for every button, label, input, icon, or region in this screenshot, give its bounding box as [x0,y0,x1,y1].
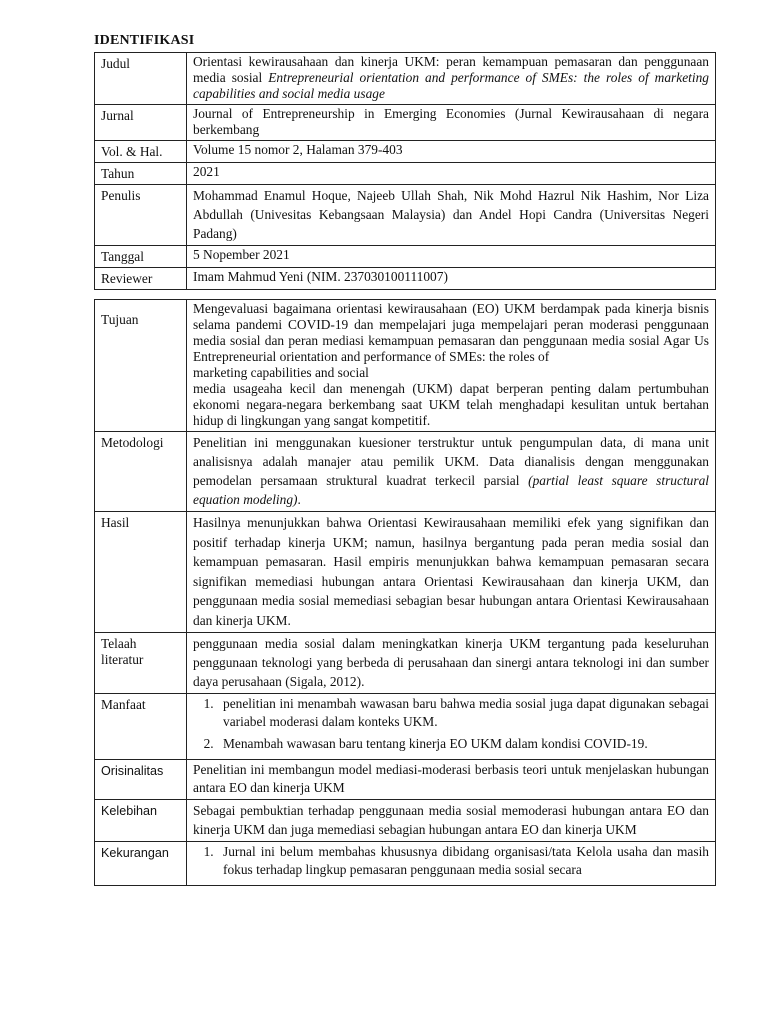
list-item: 1. Jurnal ini belum membahas khususnya dibidang organisasi/tata Kelola usaha dan masih fokus terhadap lingkup pemasaran penggunaan media sosial secara [217,843,709,879]
metodologi-value [187,432,716,512]
tahun-label: Tahun [95,163,187,185]
manfaat-label: Manfaat [95,694,187,760]
table-row [95,432,716,512]
hasil-value: Hasilnya menunjukkan bahwa Orientasi Kewirausahaan memiliki efek yang signifikan dan positif terhadap kinerja UKM; namun, hasilnya bergantung pada peran media sosial dan kemampuan pemasaran. Hasil empiris menunjukkan bahwa kemampuan pemasaran secara signifikan memediasi hubungan antara Orientasi Kewirausahaan dan kinerja UKM, dan penggunaan media sosial memediasi sebagian besar hubungan antara Orientasi Kewirausahaan dan kinerja UKM. [187,512,716,633]
table-row [95,300,716,432]
telaah-label: Telaah literatur [95,633,187,694]
metodologi-italic-term: (partial least square structural equation modeling) [193,473,709,507]
tujuan-label: Tujuan [95,300,187,432]
table-row [95,268,716,290]
tanggal-label: Tanggal [95,246,187,268]
table-row [95,512,716,633]
metodologi-label: Metodologi [95,432,187,512]
list-item: 2. Menambah wawasan baru tentang kinerja EO UKM dalam kondisi COVID-19. [217,735,709,753]
penulis-value: Mohammad Enamul Hoque, Najeeb Ullah Shah, Nik Mohd Hazrul Nik Hashim, Nor Liza Abdullah (Univesitas Kebangsaan Malaysia) dan Andel Hopi Candra (Universitas Negeri Padang) [187,185,716,246]
reviewer-value: Imam Mahmud Yeni (NIM. 237030100111007) [187,268,716,290]
table-row [95,105,716,141]
judul-value-id: Orientasi kewirausahaan dan kinerja UKM: peran kemampuan pemasaran dan penggunaan media sosial [193,54,709,85]
metodologi-text: Penelitian ini menggunakan kuesioner terstruktur untuk pengumpulan data, di mana unit analisisnya adalah manajer atau pemilik UKM. Data dianalisis dengan menggunakan pemodelan persamaan struktural kuadrat terkecil parsial [193,435,709,488]
table-row [95,760,716,800]
kelebihan-value: Sebagai pembuktian terhadap penggunaan media sosial memoderasi hubungan antara EO dan kinerja UKM dan juga memediasi sebagian hubungan antara EO dan kinerja UKM [187,800,716,842]
metodologi-end: . [297,492,301,507]
orisinalitas-label: Orisinalitas [95,760,187,800]
orisinalitas-value: Penelitian ini membangun model mediasi-moderasi berbasis teori untuk menjelaskan hubungan antara EO dan kinerja UKM [187,760,716,800]
reviewer-label: Reviewer [95,268,187,290]
review-table [94,299,716,886]
table-row [95,141,716,163]
judul-label: Judul [95,53,187,105]
tanggal-value: 5 Nopember 2021 [187,246,716,268]
table-row [95,53,716,105]
table-row [95,185,716,246]
vol-label: Vol. & Hal. [95,141,187,163]
hasil-label: Hasil [95,512,187,633]
tujuan-paragraph-1: Mengevaluasi bagaimana orientasi kewirausahaan (EO) UKM berdampak pada kinerja bisnis selama pandemi COVID-19 dan mempelajari juga mempelajari peran moderasi penggunaan media sosial dan peran mediasi kemampuan pemasaran dan penggunaan media sosial Agar Us Entrepreneurial orientation and performance of SMEs: the roles of [193,301,709,364]
kekurangan-label: Kekurangan [95,842,187,886]
kekurangan-list [193,843,709,879]
jurnal-label: Jurnal [95,105,187,141]
identification-table [94,52,716,290]
table-row [95,246,716,268]
table-row [95,633,716,694]
table-row [95,800,716,842]
tujuan-paragraph-3: media usageaha kecil dan menengah (UKM) dapat berperan penting dalam pertumbuhan ekonomi negara-negara berkembang saat UKM telah menghadapi kesulitan untuk bertahan hidup di lingkungan yang sangat kompetitif. [193,381,709,428]
kelebihan-label: Kelebihan [95,800,187,842]
tujuan-paragraph-2: marketing capabilities and social [193,365,369,380]
jurnal-value: Journal of Entrepreneurship in Emerging Economies (Jurnal Kewirausahaan di negara berkembang [187,105,716,141]
table-row [95,842,716,886]
telaah-value: penggunaan media sosial dalam meningkatkan kinerja UKM tergantung pada keseluruhan penggunaan teknologi yang berbeda di perusahaan dan sinergi antara teknologi ini dan sumber daya perusahaan (Sigala, 2012). [187,633,716,694]
judul-value-en: Entrepreneurial orientation and performance of SMEs: the roles of marketing capabilities and social media usage [193,70,709,101]
table-row [95,163,716,185]
penulis-label: Penulis [95,185,187,246]
list-item: 1. penelitian ini menambah wawasan baru bahwa media sosial juga dapat digunakan sebagai variabel moderasi dalam konteks UKM. [217,695,709,731]
tahun-value: 2021 [187,163,716,185]
manfaat-value [187,694,716,760]
manfaat-list [193,695,709,753]
tujuan-value [187,300,716,432]
table-row [95,694,716,760]
section-heading: IDENTIFIKASI [94,33,195,48]
kekurangan-value [187,842,716,886]
vol-value: Volume 15 nomor 2, Halaman 379-403 [187,141,716,163]
judul-value [187,53,716,105]
